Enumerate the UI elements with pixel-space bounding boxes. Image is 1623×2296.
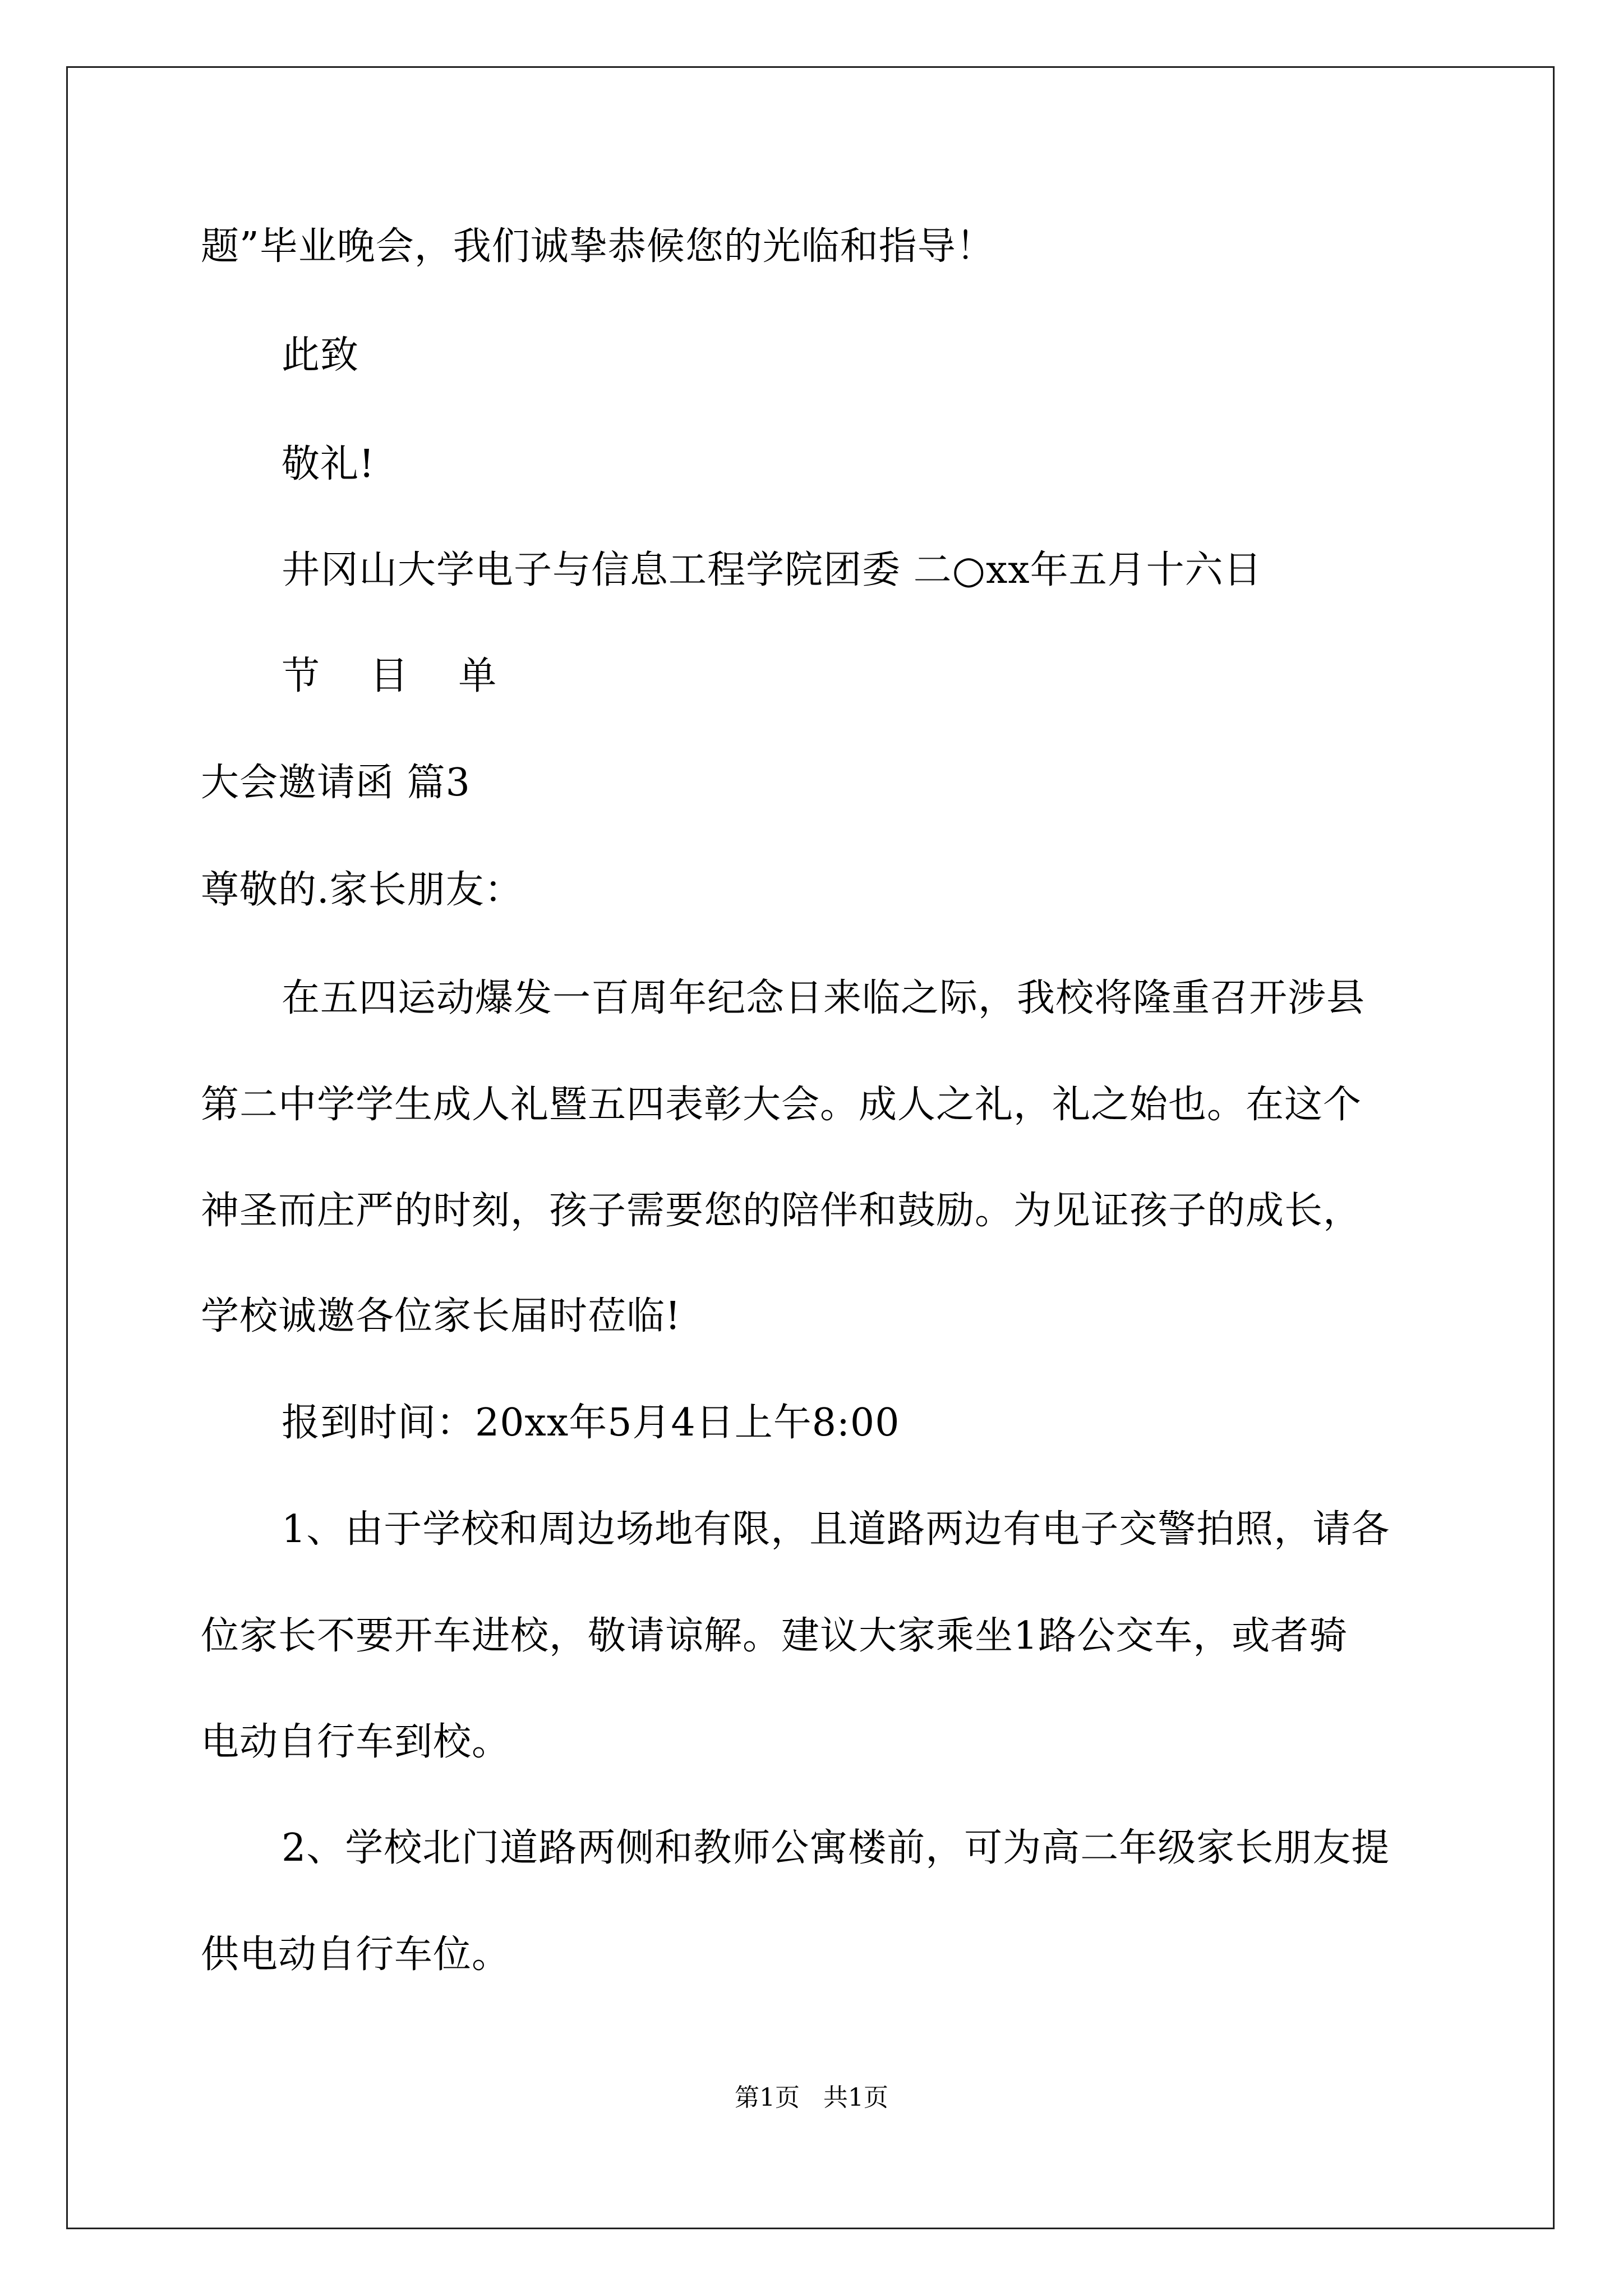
text-line-salute: 敬礼! — [282, 442, 375, 486]
text-line-item1-3: 电动自行车到校。 — [201, 1720, 511, 1764]
text-line-item2-2: 供电动自行车位。 — [201, 1932, 511, 1977]
text-line-signature: 井冈山大学电子与信息工程学院团委 二○xx年五月十六日 — [282, 548, 1262, 592]
section-title: 大会邀请函 篇3 — [201, 761, 471, 805]
page-footer: 第1页 共1页 — [735, 2083, 888, 2112]
text-line-1: 题”毕业晚会，我们诚挚恭候您的光临和指导！ — [201, 224, 995, 269]
text-line-greeting: 尊敬的.家长朋友： — [201, 868, 523, 912]
text-line-report-time: 报到时间：20xx年5月4日上午8:00 — [282, 1401, 900, 1445]
text-line-para1-4: 学校诚邀各位家长届时莅临! — [201, 1294, 681, 1338]
text-line-item1-2: 位家长不要开车进校，敬请谅解。建议大家乘坐1路公交车，或者骑 — [201, 1614, 1348, 1658]
text-line-closing: 此致 — [282, 333, 359, 378]
text-line-program-heading: 节 目 单 — [282, 654, 516, 698]
page-border — [66, 66, 1555, 2229]
text-line-para1-1: 在五四运动爆发一百周年纪念日来临之际，我校将隆重召开涉县 — [282, 976, 1366, 1020]
text-line-item2-1: 2、学校北门道路两侧和教师公寓楼前，可为高二年级家长朋友提 — [282, 1826, 1390, 1870]
text-line-item1-1: 1、由于学校和周边场地有限，且道路两边有电子交警拍照，请各 — [282, 1507, 1390, 1552]
text-line-para1-2: 第二中学学生成人礼暨五四表彰大会。成人之礼，礼之始也。在这个 — [201, 1083, 1362, 1127]
text-line-para1-3: 神圣而庄严的时刻，孩子需要您的陪伴和鼓励。为见证孩子的成长， — [201, 1189, 1362, 1233]
